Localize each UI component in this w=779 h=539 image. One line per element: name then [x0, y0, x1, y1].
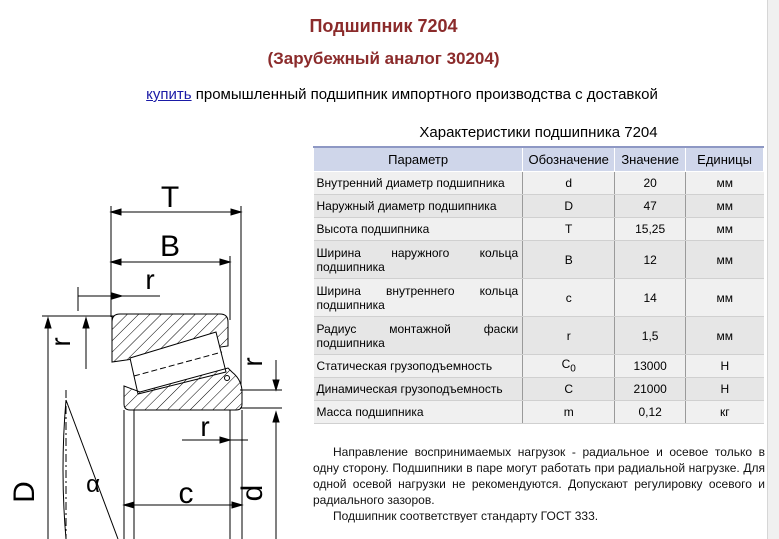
- label-D: D: [8, 481, 41, 503]
- cell-value: 14: [615, 279, 686, 317]
- cell-symbol: B: [523, 241, 615, 279]
- label-c: c: [178, 477, 194, 510]
- table-row: [314, 172, 764, 195]
- note-load-direction: Направление воспринимаемых нагрузок - радиальное и осевое только в одну сторону. Подшипники в паре могут работать при радиальной нагрузке. Для одной осевой нагрузки не рекомендуются. Допускают регулировку осевого и радиального зазоров.: [313, 445, 765, 507]
- header-unit: Единицы: [686, 147, 764, 172]
- header-param: Параметр: [314, 147, 523, 172]
- notes: [313, 444, 765, 524]
- vertical-scrollbar[interactable]: [767, 0, 779, 539]
- cell-value: 0,12: [615, 401, 686, 424]
- label-T: T: [160, 181, 180, 214]
- cell-symbol: d: [523, 172, 615, 195]
- label-r-left: r: [45, 337, 76, 347]
- symbol-subscript: 0: [570, 363, 576, 375]
- table-row: [314, 317, 764, 355]
- cell-symbol: T: [523, 218, 615, 241]
- label-alpha: α: [86, 471, 100, 498]
- cell-value: 20: [615, 172, 686, 195]
- table-header-row: [314, 147, 764, 172]
- cell-unit: мм: [686, 241, 764, 279]
- page-title: Подшипник 7204: [309, 16, 458, 36]
- cell-param: Статическая грузоподъемность: [314, 355, 523, 378]
- cell-value: 15,25: [615, 218, 686, 241]
- header-value: Значение: [615, 147, 686, 172]
- cell-symbol: [523, 355, 615, 378]
- cell-unit: Н: [686, 378, 764, 401]
- cell-param: Высота подшипника: [314, 218, 523, 241]
- cell-param: Внутренний диаметр подшипника: [314, 172, 523, 195]
- note-standard: Подшипник соответствует стандарту ГОСТ 333.: [333, 509, 599, 523]
- table-row: [314, 279, 764, 317]
- cell-symbol: c: [523, 279, 615, 317]
- table-row: [314, 195, 764, 218]
- label-B: B: [159, 230, 181, 263]
- table-row: [314, 378, 764, 401]
- cell-symbol: D: [523, 195, 615, 218]
- symbol-main: C: [561, 357, 571, 372]
- table-row: [314, 218, 764, 241]
- buy-description: промышленный подшипник импортного производства с доставкой: [195, 86, 658, 103]
- cell-unit: мм: [686, 317, 764, 355]
- cell-param: Радиус монтажной фаски подшипника: [314, 317, 523, 355]
- label-r-right: r: [237, 357, 268, 367]
- page-subtitle: (Зарубежный аналог 30204): [267, 49, 500, 68]
- cell-value: 1,5: [615, 317, 686, 355]
- cell-symbol: C: [523, 378, 615, 401]
- buy-line: [0, 86, 779, 103]
- cell-unit: мм: [686, 279, 764, 317]
- cell-unit: кг: [686, 401, 764, 424]
- table-row: [314, 401, 764, 424]
- label-r-top: r: [145, 264, 155, 295]
- table-row: [314, 355, 764, 378]
- cell-value: 12: [615, 241, 686, 279]
- cell-symbol: r: [523, 317, 615, 355]
- header-symbol: Обозначение: [523, 147, 615, 172]
- table-caption: Характеристики подшипника 7204: [419, 124, 658, 141]
- cell-param: Ширина наружного кольца подшипника: [314, 241, 523, 279]
- cell-symbol: m: [523, 401, 615, 424]
- cell-unit: Н: [686, 355, 764, 378]
- cell-param: Масса подшипника: [314, 401, 523, 424]
- bearing-drawing: [0, 160, 300, 539]
- cell-value: 47: [615, 195, 686, 218]
- cell-param: Ширина внутреннего кольца подшипника: [314, 279, 523, 317]
- cell-param: Наружный диаметр подшипника: [314, 195, 523, 218]
- cell-param: Динамическая грузоподъемность: [314, 378, 523, 401]
- spec-table: [313, 146, 764, 424]
- buy-link[interactable]: купить: [146, 86, 192, 103]
- cell-value: 13000: [615, 355, 686, 378]
- cell-unit: мм: [686, 195, 764, 218]
- label-r-mid: r: [200, 411, 210, 442]
- label-d: d: [236, 484, 269, 502]
- table-row: [314, 241, 764, 279]
- cell-value: 21000: [615, 378, 686, 401]
- cell-unit: мм: [686, 218, 764, 241]
- cell-unit: мм: [686, 172, 764, 195]
